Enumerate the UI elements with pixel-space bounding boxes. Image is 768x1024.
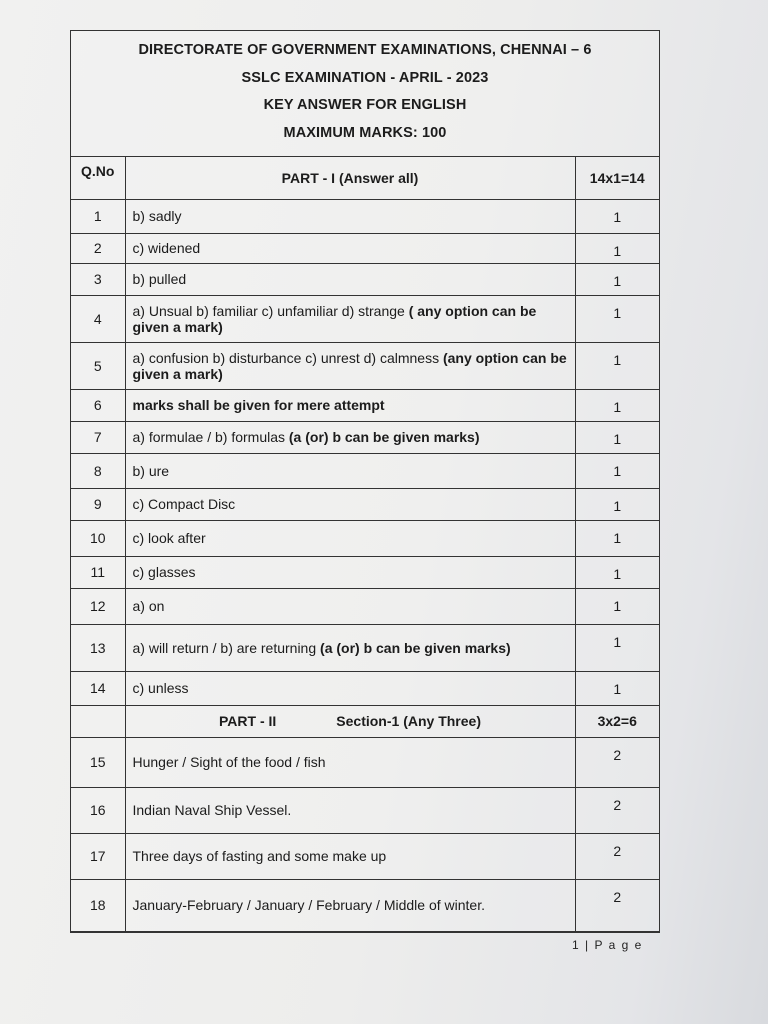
table-row [71, 421, 659, 453]
part2-header-row [71, 705, 659, 737]
answer-cell [125, 233, 575, 263]
marks-cell: 1 [575, 233, 659, 263]
answer-cell [125, 488, 575, 520]
page-number: 1 | P a g e [572, 938, 643, 952]
answer-cell [125, 199, 575, 233]
answer-cell [125, 833, 575, 879]
marks-cell: 1 [575, 453, 659, 488]
marks-cell: 1 [575, 588, 659, 624]
marks-cell: 1 [575, 520, 659, 556]
table-row [71, 588, 659, 624]
answer-text: b) ure [132, 462, 170, 479]
answer-text: c) glasses [132, 564, 196, 580]
answer-cell [125, 556, 575, 588]
question-number: 12 [71, 588, 125, 624]
table-row [71, 879, 659, 931]
part2-title: PART - II [219, 713, 277, 729]
table-row [71, 520, 659, 556]
question-number: 13 [71, 624, 125, 671]
table-row [71, 556, 659, 588]
answer-text: a) on [132, 598, 165, 614]
marks-cell: 2 [575, 879, 659, 931]
marks-cell: 1 [575, 295, 659, 342]
marks-cell: 1 [575, 556, 659, 588]
table-row [71, 833, 659, 879]
answer-cell [125, 342, 575, 389]
answer-text: c) look after [132, 530, 206, 546]
answer-text: a) Unsual b) familiar c) unfamiliar d) strange [132, 302, 409, 319]
question-number: 18 [71, 879, 125, 931]
answer-cell [125, 389, 575, 421]
answer-text: a) confusion b) disturbance c) unrest d) calmness [132, 349, 443, 366]
table-row [71, 624, 659, 671]
question-number: 4 [71, 295, 125, 342]
answer-cell [125, 737, 575, 787]
question-number: 3 [71, 263, 125, 295]
marks-cell: 1 [575, 263, 659, 295]
table-row [71, 453, 659, 488]
marks-cell: 1 [575, 488, 659, 520]
question-number: 6 [71, 389, 125, 421]
part2-qno-blank [71, 705, 125, 737]
answer-note: (any option can be given a mark) [132, 349, 567, 382]
answer-text: b) sadly [132, 208, 182, 224]
marks-cell: 2 [575, 787, 659, 833]
question-number: 5 [71, 342, 125, 389]
answer-text: c) widened [132, 240, 201, 256]
table-row [71, 263, 659, 295]
question-number: 16 [71, 787, 125, 833]
question-number: 10 [71, 520, 125, 556]
answer-text: c) Compact Disc [132, 496, 236, 512]
question-number: 11 [71, 556, 125, 588]
marks-cell: 1 [575, 199, 659, 233]
answer-note: (a (or) b can be given marks) [320, 639, 511, 656]
answer-text: Indian Naval Ship Vessel. [132, 802, 292, 818]
question-number: 8 [71, 453, 125, 488]
max-marks: MAXIMUM MARKS: 100 [283, 124, 447, 141]
answer-text: c) unless [132, 680, 189, 696]
question-number: 7 [71, 421, 125, 453]
part2-title-cell [125, 705, 575, 737]
answer-cell [125, 671, 575, 705]
answer-cell [125, 295, 575, 342]
answer-text: January-February / January / February / Middle of winter. [132, 897, 485, 913]
exam-title: SSLC EXAMINATION - APRIL - 2023 [241, 69, 489, 86]
answer-note: ( any option can be given a mark) [132, 302, 537, 335]
answer-cell [125, 588, 575, 624]
table-row [71, 233, 659, 263]
answer-cell [125, 787, 575, 833]
answer-cell [125, 421, 575, 453]
answer-cell [125, 263, 575, 295]
part1-title: PART - I (Answer all) [125, 157, 575, 199]
subject-title: KEY ANSWER FOR ENGLISH [263, 97, 467, 113]
marks-cell: 1 [575, 671, 659, 705]
marks-cell: 2 [575, 737, 659, 787]
part2-section: Section-1 (Any Three) [336, 713, 481, 729]
question-number: 9 [71, 488, 125, 520]
answer-table [71, 157, 659, 932]
part2-marks: 3x2=6 [575, 705, 659, 737]
part1-marks: 14x1=14 [575, 157, 659, 199]
answer-note: (a (or) b can be given marks) [288, 429, 480, 445]
question-number: 1 [71, 199, 125, 233]
table-row [71, 389, 659, 421]
table-row [71, 737, 659, 787]
marks-cell: 2 [575, 833, 659, 879]
answer-text: b) pulled [132, 271, 187, 287]
answer-text: Three days of fasting and some make up [132, 848, 387, 864]
table-row [71, 199, 659, 233]
question-number: 15 [71, 737, 125, 787]
table-row [71, 671, 659, 705]
question-number: 17 [71, 833, 125, 879]
answer-cell [125, 624, 575, 671]
table-row [71, 342, 659, 389]
table-row [71, 488, 659, 520]
marks-cell: 1 [575, 421, 659, 453]
answer-cell [125, 520, 575, 556]
directorate-title: DIRECTORATE OF GOVERNMENT EXAMINATIONS, CHENNAI – 6 [138, 42, 592, 58]
qno-header: Q.No [71, 157, 125, 199]
answer-note: marks shall be given for mere attempt [132, 397, 385, 413]
document-header [71, 31, 659, 157]
table-row [71, 787, 659, 833]
marks-cell: 1 [575, 342, 659, 389]
answer-text: Hunger / Sight of the food / fish [132, 754, 326, 770]
question-number: 14 [71, 671, 125, 705]
table-row [71, 295, 659, 342]
question-number: 2 [71, 233, 125, 263]
answer-cell [125, 879, 575, 931]
marks-cell: 1 [575, 389, 659, 421]
answer-cell [125, 453, 575, 488]
answer-key-sheet [70, 30, 660, 933]
answer-text: a) will return / b) are returning [132, 639, 321, 656]
answer-text: a) formulae / b) formulas [132, 429, 289, 445]
part1-header-row [71, 157, 659, 199]
marks-cell: 1 [575, 624, 659, 671]
